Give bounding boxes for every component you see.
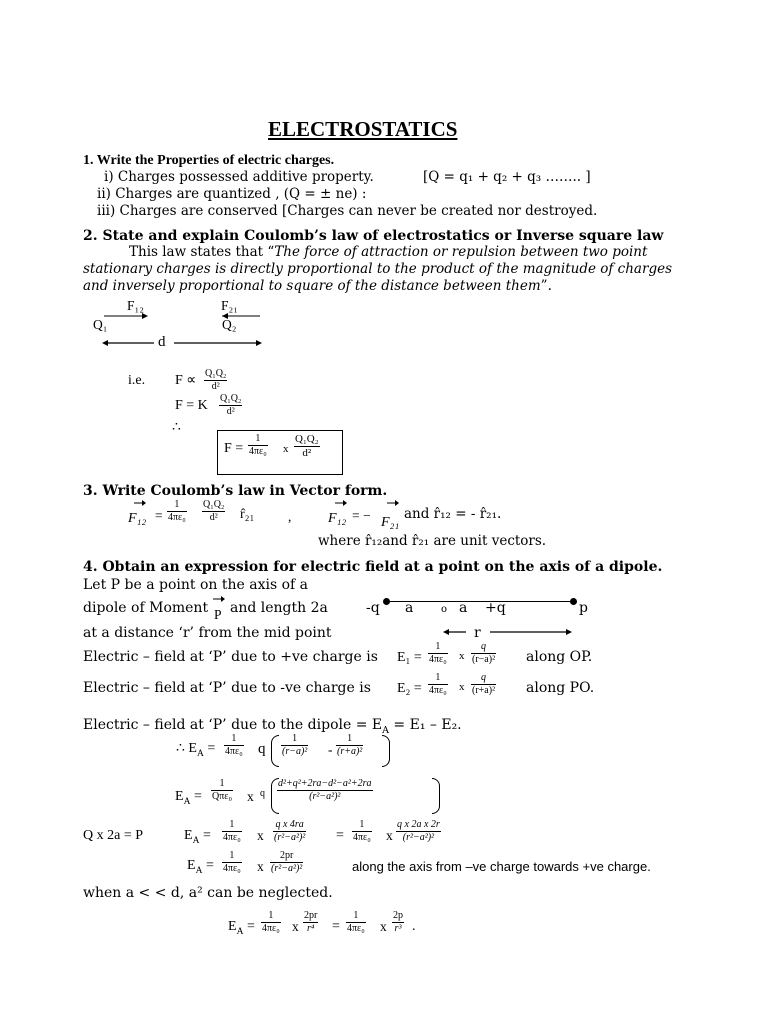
q4-heading: 4. Obtain an expression for electric field at a point on the axis of a dipole. — [83, 559, 663, 575]
e2-direction: along PO. — [526, 680, 595, 696]
fraction-ea1-term2: $\frac{1}{\text{(r+a)²}}$ — [337, 733, 363, 757]
dipole-axis-line — [387, 601, 577, 602]
label-q1: Q₁ — [93, 317, 108, 332]
ea2-q: q — [260, 788, 265, 799]
dipole-a-right: a — [459, 600, 468, 616]
e1-label: E₁ = — [397, 650, 422, 665]
f-proportional: F ∝ — [175, 373, 197, 388]
f-equals-k: F = K — [175, 398, 208, 413]
dipole-plus-q: +q — [485, 600, 506, 616]
dipole-point-p: p — [579, 600, 588, 616]
ea2-paren-right — [432, 778, 440, 814]
ea-step-2-label: $E_A$ = — [175, 789, 202, 807]
dipole-a-left: a — [405, 600, 414, 616]
vector-f12-b: F₁₂ — [328, 511, 347, 526]
unit-vector-note: where r̂₁₂and r̂₂₁ are unit vectors. — [318, 533, 547, 549]
q1-item-2: ii) Charges are quantized , (Q = ± ne) : — [97, 186, 367, 202]
fraction-e1-q: $\frac{q}{\text{(r−a)²}}$ — [472, 641, 496, 665]
fraction-ea3-q2a2r: $\frac{\text{q x 2a x 2r}}{\text{(r²−a²)²}}$ — [397, 819, 440, 843]
fraction-ea3-const-b: $\frac{1}{\text{4πε₀}}$ — [353, 819, 371, 843]
point-p-dot — [570, 598, 577, 605]
fraction-q1q2-d2-box: $\frac{\text{Q₁Q₂}}{\text{d²}}$ — [295, 433, 319, 459]
force-vectors-diagram — [90, 308, 270, 358]
final-period: . — [412, 919, 416, 934]
therefore-symbol: ∴ — [172, 420, 181, 435]
label-d: d — [158, 334, 166, 350]
dipole-moment-symbol: P — [214, 607, 222, 622]
fraction-final-const-b: $\frac{1}{\text{4πε₀}}$ — [347, 910, 365, 934]
vector-f21: F₂₁ — [381, 515, 400, 530]
fraction-ea2-big: $\frac{\text{d²+q²+2ra−d²−a²+2ra}}{\text{(r²−a²)²}}$ — [278, 778, 372, 802]
fraction-q1q2-d2-a: $\frac{\text{Q₁Q₂}}{\text{d²}}$ — [205, 368, 227, 392]
ea1-paren-left — [271, 735, 279, 767]
e1-direction: along OP. — [526, 649, 593, 665]
fraction-q1q2-d2-b: $\frac{\text{Q₁Q₂}}{\text{d²}}$ — [220, 393, 242, 417]
approximation-note: when a < < d, a² can be neglected. — [83, 885, 333, 901]
fraction-ea4-2pr: $\frac{2pr}{\text{(r²−a²)²}}$ — [271, 850, 303, 874]
ea2-multiply: x — [247, 789, 254, 804]
vector-arrow-f21 — [386, 499, 400, 507]
final-multiply: x — [292, 919, 299, 934]
unit-vector-r21: r̂₂₁ — [240, 507, 255, 522]
fraction-ea4-const: $\frac{1}{\text{4πε₀}}$ — [223, 850, 241, 874]
fraction-final-2pr: $\frac{2pr}{\text{r⁴}}$ — [304, 910, 318, 934]
q4-line-2b: and length 2a — [230, 600, 328, 616]
q4-line-2: dipole of Moment — [83, 600, 209, 616]
fraction-ea2-const: 1 Qπε₀ — [212, 778, 232, 802]
e2-multiply: x — [459, 681, 465, 693]
fraction-ea3-q4ra: $\frac{\text{q x 4ra}}{\text{(r²−a²)²}}$ — [274, 819, 306, 843]
q2-intro: This law states that “The force of attraction or repulsion between two point — [129, 244, 648, 260]
dipole-origin-o: o — [441, 604, 448, 615]
label-q2: Q₂ — [222, 317, 237, 332]
fraction-ea1-term1: $\frac{1}{\text{(r−a)²}}$ — [282, 733, 308, 757]
unit-vector-relation: and r̂₁₂ = - r̂₂₁. — [404, 506, 502, 522]
q1-additive-formula: [Q = q₁ + q₂ + q₃ …….. ] — [423, 169, 591, 185]
ea3-multiply: x — [257, 828, 264, 843]
ea4-multiply: x — [257, 859, 264, 874]
vector-equals-minus: = − — [352, 508, 371, 523]
fraction-e2-const: $\frac{1}{\text{4πε₀}}$ — [429, 672, 447, 696]
fraction-final-const: $\frac{1}{\text{4πε₀}}$ — [262, 910, 280, 934]
final-equals: = — [332, 919, 340, 934]
dipole-distance-r: r — [474, 625, 481, 641]
dipole-minus-q: -q — [366, 600, 380, 616]
q1-item-1: i) Charges possessed additive property. — [104, 169, 374, 185]
q2-statement-line-2: stationary charges is directly proportional to the product of the magnitude of charges — [83, 261, 672, 277]
e2-label: E₂ = — [397, 681, 422, 696]
dipole-field-statement: Electric – field at ‘P’ due to the dipole = $E_A = E_1 - E_2$. — [83, 717, 462, 736]
q2-heading: 2. State and explain Coulomb’s law of electrostatics or Inverse square law — [83, 228, 664, 244]
q4-line-5: Electric – field at ‘P’ due to -ve charge is — [83, 680, 371, 696]
box-f-equals: F = — [224, 441, 244, 456]
ea-step-4-label: $E_A$ = — [187, 858, 214, 876]
ea-step-1-label: ∴ $E_A$ = — [176, 741, 216, 759]
ea4-direction-note: along the axis from –ve charge towards +ve charge. — [352, 859, 651, 874]
ea3-equals: = — [336, 828, 344, 843]
q4-line-4: Electric – field at ‘P’ due to +ve charge is — [83, 649, 378, 665]
ea1-paren-right — [382, 735, 390, 767]
ea1-minus: - — [328, 742, 333, 757]
q4-line-3: at a distance ‘r’ from the mid point — [83, 625, 332, 641]
q3-heading: 3. Write Coulomb’s law in Vector form. — [83, 483, 388, 499]
ea-step-3-label: $E_A$ = — [184, 828, 211, 846]
q4-line-1: Let P be a point on the axis of a — [83, 577, 309, 593]
vector-arrow-f12-b — [334, 499, 348, 507]
q-times-2a-equals-p: Q x 2a = P — [83, 828, 144, 843]
distance-r-arrows — [440, 624, 580, 640]
fraction-final-2p: $\frac{2p}{\text{r³}}$ — [393, 910, 403, 934]
final-multiply-b: x — [380, 919, 387, 934]
vector-equals-1: = — [155, 508, 163, 523]
label-f12: F₁₂ — [127, 298, 144, 313]
fraction-e1-const: $\frac{1}{\text{4πε₀}}$ — [429, 641, 447, 665]
page-title: ELECTROSTATICS — [268, 117, 458, 141]
vector-f12: F₁₂ — [128, 511, 147, 526]
label-f21: F₂₁ — [221, 298, 238, 313]
fraction-e2-q: $\frac{q}{\text{(r+a)²}}$ — [472, 672, 496, 696]
q2-statement-line-3: and inversely proportional to square of the distance between them”. — [83, 278, 552, 294]
e1-multiply: x — [459, 650, 465, 662]
q1-heading: 1. Write the Properties of electric charges. — [83, 153, 335, 168]
fraction-q1q2-d2-vec: $\frac{\text{Q₁Q₂}}{\text{d²}}$ — [203, 499, 225, 523]
vector-comma: , — [288, 509, 292, 524]
vector-arrow-f12 — [133, 499, 147, 507]
ea1-q: q — [258, 741, 266, 757]
fraction-one-over-4pie0-vec: $\frac{1}{\text{4πε₀}}$ — [168, 499, 186, 523]
q1-item-3: iii) Charges are conserved [Charges can never be created nor destroyed. — [97, 203, 598, 219]
box-multiply: x — [283, 443, 289, 455]
fraction-one-over-4pie0-box: $\frac{1}{\text{4πε₀}}$ — [249, 433, 267, 457]
vector-arrow-p — [212, 595, 226, 603]
ea3-multiply-b: x — [386, 828, 393, 843]
fraction-ea3-const: $\frac{1}{\text{4πε₀}}$ — [223, 819, 241, 843]
fraction-ea1-const: $\frac{1}{\text{4πε₀}}$ — [225, 733, 243, 757]
ie-label: i.e. — [128, 373, 146, 388]
ea-final-label: $E_A$ = — [228, 919, 255, 937]
